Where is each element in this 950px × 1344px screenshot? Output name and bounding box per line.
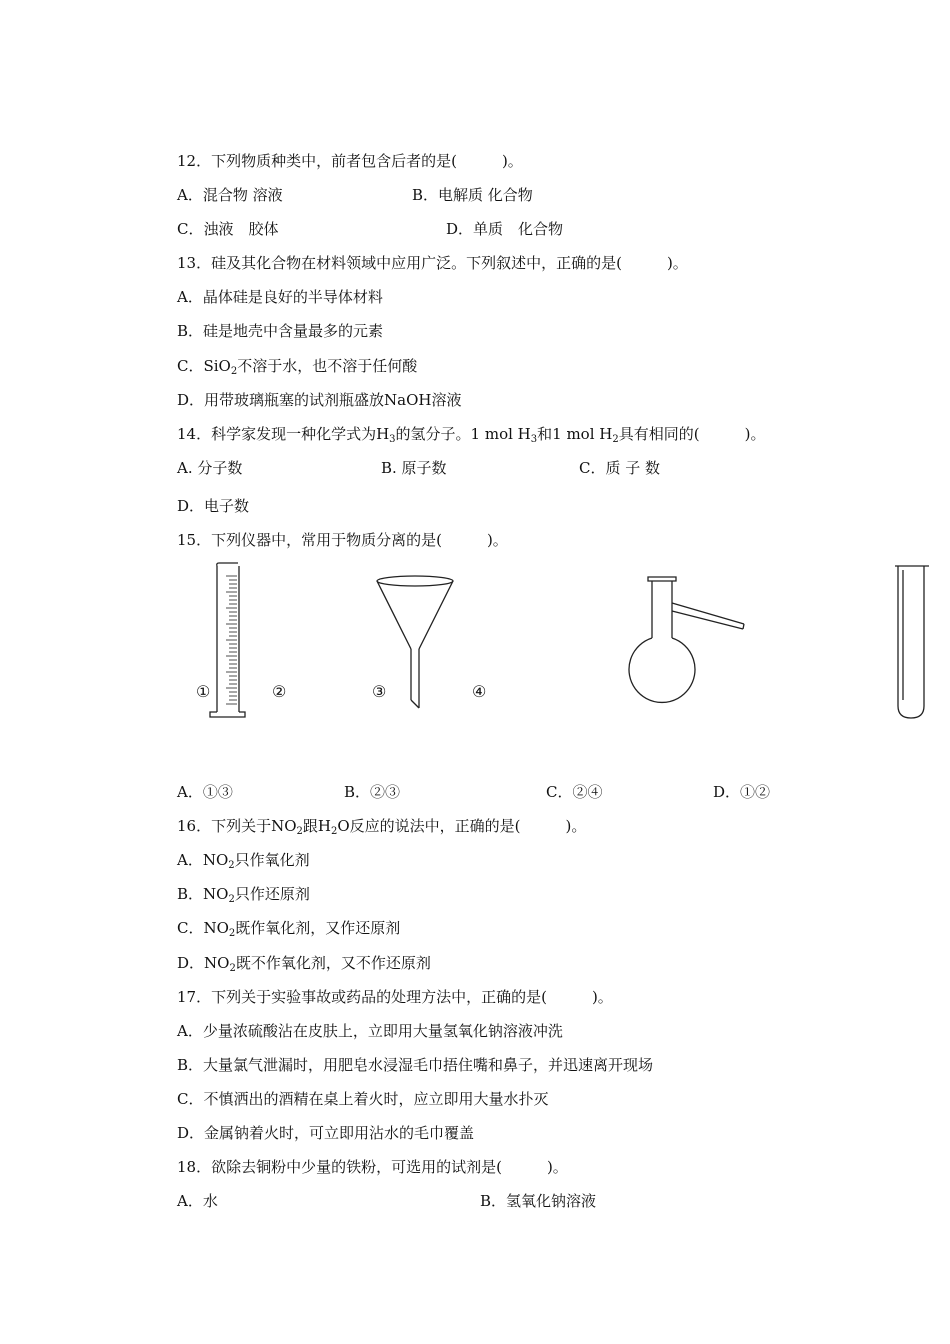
q15-stem: 15．下列仪器中，常用于物质分离的是( )。 <box>177 531 508 549</box>
q14-option-d: D．电子数 <box>177 497 250 515</box>
q16-option-b-suffix: 只作还原剂 <box>234 885 310 903</box>
q16-option-d-suffix: 既不作氧化剂，又不作还原剂 <box>235 954 431 972</box>
q16-stem-part1: 16．下列关于NO <box>177 817 297 835</box>
q15-option-d: D．①② <box>713 783 771 801</box>
q16-option-c <box>177 918 400 938</box>
q13-option-c-subscript: 2 <box>230 366 238 377</box>
q17-option-d: D．金属钠着火时，可立即用沾水的毛巾覆盖 <box>177 1124 475 1142</box>
q14-stem-sub2: 3 <box>530 434 538 445</box>
q16-stem-part2: 跟H <box>302 817 331 835</box>
q13-option-b: B．硅是地壳中含量最多的元素 <box>177 322 384 340</box>
apparatus-label-3: ③ <box>372 682 387 701</box>
q15-option-c: C．②④ <box>546 783 603 801</box>
q14-option-a: A. 分子数 <box>177 459 243 477</box>
q16-option-d-sub: 2 <box>229 963 236 974</box>
q12-stem: 12．下列物质种类中，前者包含后者的是( )。 <box>177 152 523 170</box>
q16-option-b-sub: 2 <box>228 894 235 905</box>
apparatus-label-1: ① <box>196 682 211 701</box>
q14-stem-part1: 14．科学家发现一种化学式为H <box>177 425 390 443</box>
q12-option-c: C．浊液 胶体 <box>177 220 279 238</box>
q16-option-c-sub: 2 <box>228 928 236 939</box>
q16-option-a <box>177 850 310 870</box>
q16-option-a-sub: 2 <box>228 860 235 871</box>
q12-option-b: B．电解质 化合物 <box>412 186 533 204</box>
q15-option-b: B．②③ <box>344 783 401 801</box>
q18-option-b: B．氢氧化钠溶液 <box>480 1192 597 1210</box>
graduated-cylinder-icon <box>210 563 245 717</box>
q16-option-c-prefix: C．NO <box>177 919 229 937</box>
q13-option-d: D．用带玻璃瓶塞的试剂瓶盛放NaOH溶液 <box>177 391 462 409</box>
q14-stem-part4: 具有相同的( )。 <box>618 425 766 443</box>
distillation-flask-icon <box>629 577 744 702</box>
q15-option-a: A．①③ <box>177 783 233 801</box>
q14-stem-sub3: 2 <box>612 434 619 445</box>
q14-option-b: B. 原子数 <box>381 459 447 477</box>
q16-stem <box>177 816 586 836</box>
q14-stem-part2: 的氢分子。1 mol H <box>395 425 531 443</box>
q16-stem-sub1: 2 <box>296 826 303 837</box>
q16-stem-sub2: 2 <box>330 826 338 837</box>
q17-stem: 17．下列关于实验事故或药品的处理方法中，正确的是( )。 <box>177 988 613 1006</box>
q18-option-a: A．水 <box>177 1192 218 1210</box>
q16-option-d <box>177 953 431 973</box>
q18-stem: 18．欲除去铜粉中少量的铁粉，可选用的试剂是( )。 <box>177 1158 568 1176</box>
funnel-icon <box>377 576 453 708</box>
q14-stem-sub1: 3 <box>389 434 396 445</box>
apparatus-label-4: ④ <box>472 682 487 701</box>
q16-option-a-suffix: 只作氧化剂 <box>234 851 310 869</box>
q14-option-c: C．质 子 数 <box>579 459 661 477</box>
test-tube-icon <box>895 566 929 718</box>
q12-option-a: A．混合物 溶液 <box>177 186 283 204</box>
q14-stem <box>177 424 765 444</box>
q17-option-a: A．少量浓硫酸沾在皮肤上，立即用大量氢氧化钠溶液冲洗 <box>177 1022 563 1040</box>
q16-option-a-prefix: A．NO <box>177 851 229 869</box>
q16-option-b-prefix: B．NO <box>177 885 229 903</box>
q12-option-d: D．单质 化合物 <box>446 220 564 238</box>
q17-option-b: B．大量氯气泄漏时，用肥皂水浸湿毛巾捂住嘴和鼻子，并迅速离开现场 <box>177 1056 654 1074</box>
q13-stem: 13．硅及其化合物在材料领域中应用广泛。下列叙述中，正确的是( )。 <box>177 254 688 272</box>
q13-option-c-suffix: 不溶于水，也不溶于任何酸 <box>237 357 418 375</box>
q17-option-c: C．不慎洒出的酒精在桌上着火时，应立即用大量水扑灭 <box>177 1090 549 1108</box>
q16-option-c-suffix: 既作氧化剂，又作还原剂 <box>235 919 401 937</box>
apparatus-label-2: ② <box>272 682 287 701</box>
q16-option-d-prefix: D．NO <box>177 954 230 972</box>
q14-stem-part3: 和1 mol H <box>537 425 613 443</box>
q16-option-b <box>177 884 310 904</box>
q13-option-a: A．晶体硅是良好的半导体材料 <box>177 288 383 306</box>
q16-stem-part3: O反应的说法中，正确的是( )。 <box>337 817 587 835</box>
q13-option-c <box>177 356 417 376</box>
q13-option-c-prefix: C．SiO <box>177 357 231 375</box>
